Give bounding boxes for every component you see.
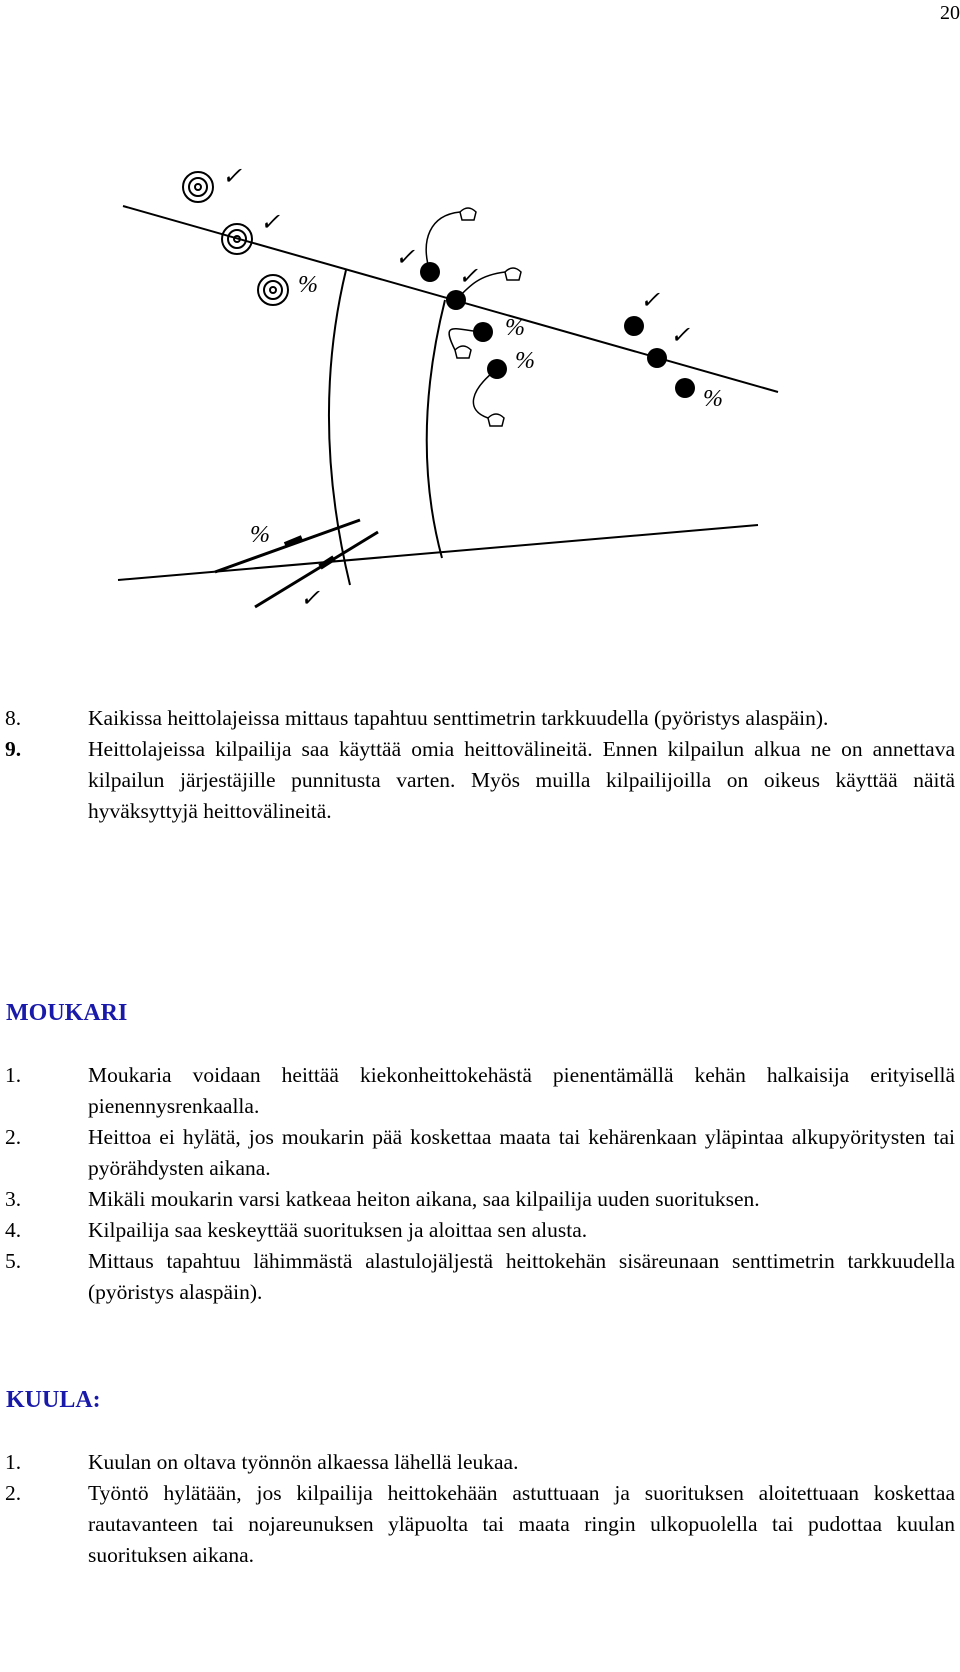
invalid-mark: % <box>298 272 318 298</box>
invalid-mark: % <box>505 315 525 341</box>
rule-item <box>5 1184 955 1215</box>
kuula-rules <box>5 1447 955 1571</box>
rule-number: 4. <box>5 1218 22 1242</box>
rule-item <box>5 734 955 827</box>
rule-number: 9. <box>5 737 22 761</box>
rule-item <box>5 703 955 734</box>
invalid-mark: % <box>515 348 535 374</box>
valid-mark: ✓ <box>458 264 479 290</box>
general-rules <box>5 703 955 827</box>
shot-icon <box>647 348 667 368</box>
rule-number: 1. <box>5 1063 22 1087</box>
rule-item <box>5 1246 955 1308</box>
rule-text: Heittoa ei hylätä, jos moukarin pää koskettaa maata tai kehärenkaan yläpintaa alkupyöritysten tai pyörähdysten aikana. <box>88 1125 955 1180</box>
valid-mark: ✓ <box>260 210 281 236</box>
rule-number: 1. <box>5 1450 22 1474</box>
rule-number: 2. <box>5 1125 22 1149</box>
rule-item <box>5 1122 955 1184</box>
valid-mark: ✓ <box>640 288 661 314</box>
invalid-mark: % <box>250 522 270 548</box>
page-number: 20 <box>940 2 960 24</box>
moukari-rules <box>5 1060 955 1308</box>
rule-item <box>5 1060 955 1122</box>
shot-icon <box>624 316 644 336</box>
rule-text: Heittolajeissa kilpailija saa käyttää omia heittovälineitä. Ennen kilpailun alkua ne on annettava kilpailun järjestäjille punnitusta varten. Myös muilla kilpailijoilla on oikeus käyttää näitä hyväksyttyjä heittovälineitä. <box>88 737 955 823</box>
rule-item <box>5 1478 955 1571</box>
valid-mark: ✓ <box>222 164 243 190</box>
valid-mark: ✓ <box>670 323 691 349</box>
rule-number: 2. <box>5 1481 22 1505</box>
hammer-handle-icon <box>455 346 471 358</box>
hammer-handle-icon <box>505 268 521 280</box>
valid-mark: ✓ <box>395 245 416 271</box>
rule-number: 3. <box>5 1187 22 1211</box>
discus-icon <box>258 275 288 305</box>
kuula-heading: KUULA: <box>6 1387 101 1413</box>
rule-number: 5. <box>5 1249 22 1273</box>
rule-text: Kaikissa heittolajeissa mittaus tapahtuu senttimetrin tarkkuudella (pyöristys alaspäin). <box>88 706 829 730</box>
rule-item <box>5 1447 955 1478</box>
invalid-mark: % <box>703 386 723 412</box>
hammer-handle-icon <box>460 208 476 220</box>
discus-icon <box>183 172 213 202</box>
hammer-handle-icon <box>488 414 504 426</box>
sector-arc-outer <box>427 300 445 558</box>
throwing-sector-diagram <box>110 160 840 680</box>
rule-text: Kilpailija saa keskeyttää suorituksen ja aloittaa sen alusta. <box>88 1218 588 1242</box>
rule-text: Kuulan on oltava työnnön alkaessa lähellä leukaa. <box>88 1450 519 1474</box>
rule-text: Moukaria voidaan heittää kiekonheittokehästä pienentämällä kehän halkaisija erityisellä pienennysrenkaalla. <box>88 1063 955 1118</box>
shot-icon <box>675 378 695 398</box>
sector-line-lower <box>118 525 758 580</box>
rule-item <box>5 1215 955 1246</box>
rule-text: Mittaus tapahtuu lähimmästä alastulojäljestä heittokehän sisäreunaan senttimetrin tarkkuudella (pyöristys alaspäin). <box>88 1249 955 1304</box>
sector-arc-inner <box>329 270 350 585</box>
rule-number: 8. <box>5 706 22 730</box>
rule-text: Työntö hylätään, jos kilpailija heittokehään astuttuaan ja suorituksen aloitettuaan koskettaa rautavanteen tai nojareunuksen yläpuolta tai maata ringin ulkopuolella tai pudottaa kuulan suorituksen aikana. <box>88 1481 955 1567</box>
rule-text: Mikäli moukarin varsi katkeaa heiton aikana, saa kilpailija uuden suorituksen. <box>88 1187 760 1211</box>
valid-mark: ✓ <box>300 586 321 612</box>
moukari-heading: MOUKARI <box>6 1000 128 1026</box>
